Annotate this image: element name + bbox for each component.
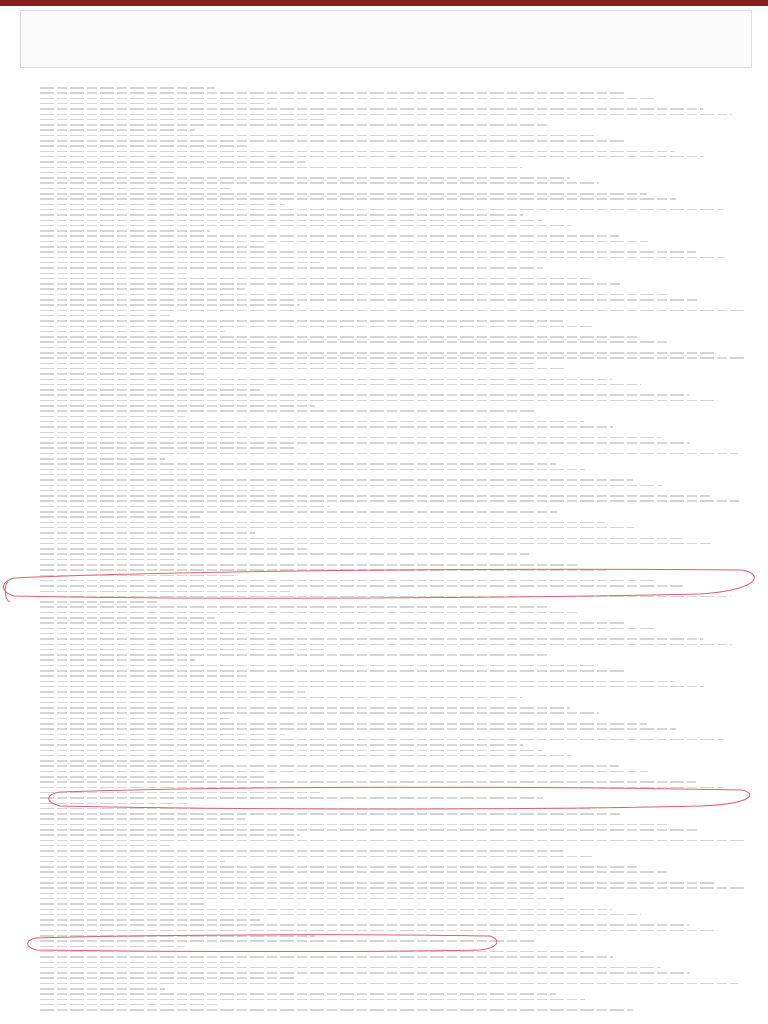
text-line xyxy=(40,511,557,513)
text-line xyxy=(40,384,641,386)
text-line xyxy=(40,946,185,948)
text-line xyxy=(40,914,641,916)
text-line xyxy=(40,818,245,820)
document-header-box xyxy=(20,10,752,68)
text-line xyxy=(40,193,647,195)
text-line xyxy=(40,935,315,937)
text-line xyxy=(40,299,697,301)
text-line xyxy=(40,304,300,306)
text-line xyxy=(40,834,300,836)
text-line xyxy=(40,856,592,858)
text-line xyxy=(40,241,648,243)
text-line xyxy=(40,214,523,216)
text-line xyxy=(40,543,711,545)
text-line xyxy=(40,1004,220,1006)
text-line xyxy=(40,697,522,699)
text-line xyxy=(40,591,290,593)
text-line xyxy=(40,861,225,863)
text-line xyxy=(40,765,619,767)
text-line xyxy=(40,977,295,979)
text-line xyxy=(40,649,325,651)
text-line xyxy=(40,628,655,630)
text-line xyxy=(40,230,210,232)
text-line xyxy=(40,124,550,126)
text-line xyxy=(40,924,689,926)
text-line xyxy=(40,347,280,349)
text-line xyxy=(40,421,584,423)
text-line xyxy=(40,167,522,169)
text-line xyxy=(40,405,315,407)
text-line xyxy=(40,114,732,116)
text-line xyxy=(40,665,598,667)
text-line xyxy=(40,659,195,661)
text-line xyxy=(40,283,620,285)
text-line xyxy=(40,956,613,958)
text-line xyxy=(40,962,240,964)
text-line xyxy=(40,824,668,826)
text-line xyxy=(40,108,703,110)
text-line xyxy=(40,930,718,932)
text-line xyxy=(40,357,746,359)
text-line xyxy=(40,755,571,757)
text-line xyxy=(40,532,255,534)
text-line xyxy=(40,246,265,248)
text-line xyxy=(40,951,584,953)
text-line xyxy=(40,368,564,370)
text-line xyxy=(40,341,669,343)
text-line xyxy=(40,967,661,969)
text-line xyxy=(40,267,543,269)
text-line xyxy=(40,585,683,587)
text-line xyxy=(40,479,633,481)
text-line xyxy=(40,871,669,873)
text-line xyxy=(40,278,591,280)
text-line xyxy=(40,103,270,105)
text-line xyxy=(40,813,620,815)
text-line xyxy=(40,972,690,974)
text-line xyxy=(40,940,536,942)
text-line xyxy=(40,580,654,582)
text-line xyxy=(40,363,535,365)
text-line xyxy=(40,866,640,868)
text-line xyxy=(40,331,225,333)
text-line xyxy=(40,601,160,603)
text-line xyxy=(40,326,592,328)
text-line xyxy=(40,760,210,762)
text-line xyxy=(40,389,260,391)
text-line xyxy=(40,617,215,619)
text-line xyxy=(40,999,585,1001)
text-line xyxy=(40,352,717,354)
text-line xyxy=(40,485,662,487)
text-line xyxy=(40,426,613,428)
text-line xyxy=(40,416,185,418)
text-line xyxy=(40,882,717,884)
text-line xyxy=(40,161,305,163)
text-line xyxy=(40,569,606,571)
text-line xyxy=(40,182,599,184)
text-line xyxy=(40,410,536,412)
text-line xyxy=(40,553,529,555)
text-line xyxy=(40,225,571,227)
text-line xyxy=(40,670,627,672)
text-line xyxy=(40,850,563,852)
text-line xyxy=(40,702,175,704)
text-line xyxy=(40,447,295,449)
text-line xyxy=(40,273,190,275)
text-line xyxy=(40,681,675,683)
text-line xyxy=(40,781,696,783)
text-line xyxy=(40,204,285,206)
text-line xyxy=(40,262,320,264)
article-body xyxy=(40,86,750,1016)
text-line xyxy=(40,506,330,508)
text-line xyxy=(40,983,738,985)
text-line xyxy=(40,172,175,174)
text-line xyxy=(40,400,718,402)
text-line xyxy=(40,712,599,714)
text-line xyxy=(40,432,240,434)
text-line xyxy=(40,251,696,253)
text-line xyxy=(40,612,578,614)
text-line xyxy=(40,903,205,905)
text-line xyxy=(40,723,647,725)
text-line xyxy=(40,893,535,895)
text-line xyxy=(40,119,325,121)
text-line xyxy=(40,803,190,805)
text-line xyxy=(40,744,523,746)
text-line xyxy=(40,98,655,100)
text-line xyxy=(40,734,285,736)
browser-title-bar xyxy=(0,0,768,6)
text-line xyxy=(40,829,697,831)
text-line xyxy=(40,188,230,190)
text-line xyxy=(40,198,676,200)
text-line xyxy=(40,469,585,471)
text-line xyxy=(40,707,570,709)
text-line xyxy=(40,288,245,290)
text-line xyxy=(40,522,605,524)
text-line xyxy=(40,675,250,677)
text-line xyxy=(40,877,280,879)
text-line xyxy=(40,310,745,312)
text-line xyxy=(40,840,745,842)
annotation-bracket xyxy=(5,582,10,602)
text-line xyxy=(40,177,570,179)
text-line xyxy=(40,135,598,137)
text-line xyxy=(40,209,724,211)
text-line xyxy=(40,909,612,911)
text-line xyxy=(40,220,542,222)
text-line xyxy=(40,988,165,990)
text-line xyxy=(40,691,305,693)
text-line xyxy=(40,887,746,889)
text-line xyxy=(40,638,703,640)
text-line xyxy=(40,792,320,794)
text-line xyxy=(40,516,200,518)
text-line xyxy=(40,474,220,476)
text-line xyxy=(40,257,725,259)
text-line xyxy=(40,654,550,656)
text-line xyxy=(40,633,270,635)
text-line xyxy=(40,538,682,540)
text-line xyxy=(40,919,260,921)
text-line xyxy=(40,373,205,375)
text-line xyxy=(40,92,626,94)
text-line xyxy=(40,622,626,624)
text-line xyxy=(40,458,165,460)
text-line xyxy=(40,500,739,502)
text-line xyxy=(40,898,564,900)
text-line xyxy=(40,140,627,142)
text-line xyxy=(40,739,724,741)
text-line xyxy=(40,129,195,131)
text-line xyxy=(40,336,640,338)
text-line xyxy=(40,686,704,688)
text-line xyxy=(40,315,170,317)
text-line xyxy=(40,808,591,810)
text-line xyxy=(40,151,675,153)
text-line xyxy=(40,750,542,752)
text-line xyxy=(40,771,648,773)
text-line xyxy=(40,596,731,598)
text-line xyxy=(40,490,275,492)
text-line xyxy=(40,606,549,608)
text-line xyxy=(40,644,732,646)
text-line xyxy=(40,379,612,381)
text-line xyxy=(40,87,215,89)
text-line xyxy=(40,575,235,577)
text-line xyxy=(40,320,563,322)
text-line xyxy=(40,463,556,465)
text-line xyxy=(40,787,725,789)
text-line xyxy=(40,294,668,296)
text-line xyxy=(40,394,689,396)
text-line xyxy=(40,156,704,158)
text-line xyxy=(40,548,310,550)
text-line xyxy=(40,564,577,566)
text-line xyxy=(40,437,661,439)
text-line xyxy=(40,1009,633,1011)
text-line xyxy=(40,145,250,147)
text-line xyxy=(40,235,619,237)
text-line xyxy=(40,718,230,720)
text-line xyxy=(40,495,710,497)
text-line xyxy=(40,776,265,778)
text-line xyxy=(40,442,690,444)
text-line xyxy=(40,527,634,529)
text-line xyxy=(40,845,170,847)
text-line xyxy=(40,728,676,730)
text-line xyxy=(40,559,180,561)
text-line xyxy=(40,453,738,455)
text-line xyxy=(40,797,543,799)
text-line xyxy=(40,993,556,995)
